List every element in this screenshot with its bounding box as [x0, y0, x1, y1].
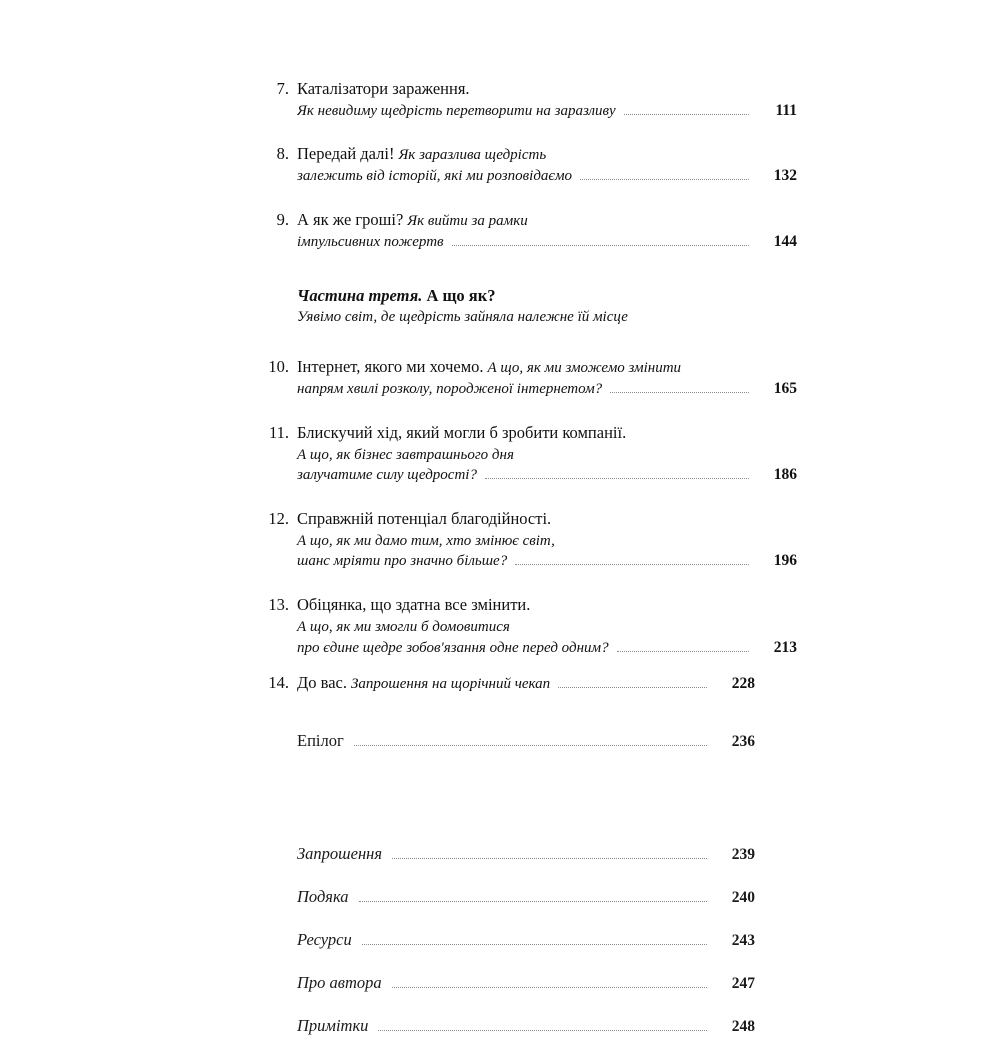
entry-title-italic-tail: А що, як ми зможемо змінити: [487, 360, 682, 377]
table-of-contents: [255, 78, 797, 1059]
entry-page-number: 132: [773, 167, 797, 185]
dot-leader: [392, 857, 707, 859]
entry-title: Блискучий хід, який могли б зробити компанії.: [297, 422, 627, 442]
entry-number: 7.: [276, 79, 289, 98]
part-heading: [255, 286, 755, 326]
epilogue-page-number: 236: [731, 733, 755, 750]
entry-subtitle: залучатиме силу щедрості?: [297, 467, 477, 484]
toc-entry[interactable]: [255, 78, 797, 121]
entry-subtitle: залежить від історій, які ми розповідаємо: [297, 168, 573, 185]
backmatter-page-number: 239: [731, 846, 755, 863]
entry-title: Обіцянка, що здатна все змінити.: [297, 595, 531, 615]
dot-leader: [624, 113, 749, 115]
backmatter-label: Подяка: [297, 887, 349, 906]
entry-subtitle: напрям хвилі розколу, породженої інтернетом?: [297, 381, 603, 398]
part-label-italic: Частина третя.: [297, 286, 423, 306]
dot-leader: [515, 563, 749, 565]
entry-subtitle-line1: А що, як ми змогли б домовитися: [297, 618, 510, 635]
toc-entry[interactable]: [255, 594, 797, 658]
toc-entry[interactable]: [255, 672, 755, 695]
entry-page-number: 186: [773, 466, 797, 484]
dot-leader: [359, 900, 707, 902]
part-subtitle: Уявімо світ, де щедрість зайняла належне їй місце: [297, 309, 628, 326]
list-item[interactable]: [297, 973, 755, 993]
entry-page-number: 111: [775, 101, 797, 119]
entry-title: До вас.: [297, 673, 347, 693]
list-item[interactable]: [297, 844, 755, 864]
dot-leader: [610, 391, 749, 393]
dot-leader: [378, 1029, 707, 1031]
list-item[interactable]: [297, 887, 755, 907]
backmatter-label: Ресурси: [297, 930, 352, 949]
entry-page-number: 213: [773, 638, 797, 656]
entry-subtitle: шанс мріяти про значно більше?: [297, 553, 508, 570]
spacer: [255, 774, 755, 804]
entry-subtitle-line1: А що, як бізнес завтрашнього дня: [297, 446, 514, 463]
entry-subtitle: Як невидиму щедрість перетворити на заразливу: [297, 102, 616, 119]
toc-entry[interactable]: [255, 209, 797, 252]
backmatter-page-number: 247: [731, 975, 755, 992]
dot-leader: [392, 986, 707, 988]
dot-leader: [354, 744, 707, 746]
backmatter-label: Примітки: [297, 1016, 369, 1035]
toc-entry[interactable]: [255, 508, 797, 572]
backmatter-label: Про автора: [297, 973, 382, 992]
list-item[interactable]: [297, 930, 755, 950]
part-label-bold: А що як?: [426, 286, 496, 306]
entry-number: 11.: [268, 422, 289, 442]
dot-leader: [362, 943, 707, 945]
entry-number: 14.: [268, 673, 289, 693]
dot-leader: [558, 686, 707, 688]
entry-title: Передай далі!: [297, 144, 395, 164]
backmatter-page-number: 248: [731, 1018, 755, 1035]
toc-entry[interactable]: [255, 422, 797, 486]
entry-number: 12.: [268, 508, 289, 528]
backmatter-page-number: 243: [731, 932, 755, 949]
backmatter-label: Запрошення: [297, 844, 382, 863]
backmatter-page-number: 240: [731, 889, 755, 906]
dot-leader: [617, 650, 749, 652]
dot-leader: [452, 244, 749, 246]
entry-page-number: 228: [731, 675, 755, 693]
entry-number: 13.: [268, 595, 289, 615]
entry-title-italic-tail: Як вийти за рамки: [407, 212, 528, 229]
epilogue-entry[interactable]: [255, 731, 755, 751]
list-item[interactable]: [297, 1016, 755, 1036]
entry-page-number: 196: [773, 552, 797, 570]
entry-page-number: 144: [773, 232, 797, 250]
entry-subtitle-line1: А що, як ми дамо тим, хто змінює світ,: [297, 532, 555, 549]
entry-title: Інтернет, якого ми хочемо.: [297, 357, 484, 377]
dot-leader: [580, 178, 749, 180]
entry-title-italic-tail: Як заразлива щедрість: [398, 147, 547, 164]
entry-number: 9.: [276, 209, 289, 229]
entry-number: 8.: [276, 144, 289, 164]
backmatter-list: [255, 844, 755, 1036]
dot-leader: [485, 477, 749, 479]
toc-entry[interactable]: [255, 356, 797, 399]
epilogue-label: Епілог: [297, 731, 344, 750]
entry-subtitle: про єдине щедре зобов'язання одне перед одним?: [297, 639, 609, 656]
toc-entry[interactable]: [255, 143, 797, 186]
entry-title: Каталізатори зараження.: [297, 79, 470, 98]
entry-subtitle: імпульсивних пожертв: [297, 233, 444, 250]
entry-title-italic-tail: Запрошення на щорічний чекап: [350, 676, 551, 693]
entry-number: 10.: [268, 357, 289, 377]
entry-title: Справжній потенціал благодійності.: [297, 508, 552, 528]
entry-title: А як же гроші?: [297, 209, 404, 229]
entry-page-number: 165: [773, 380, 797, 398]
